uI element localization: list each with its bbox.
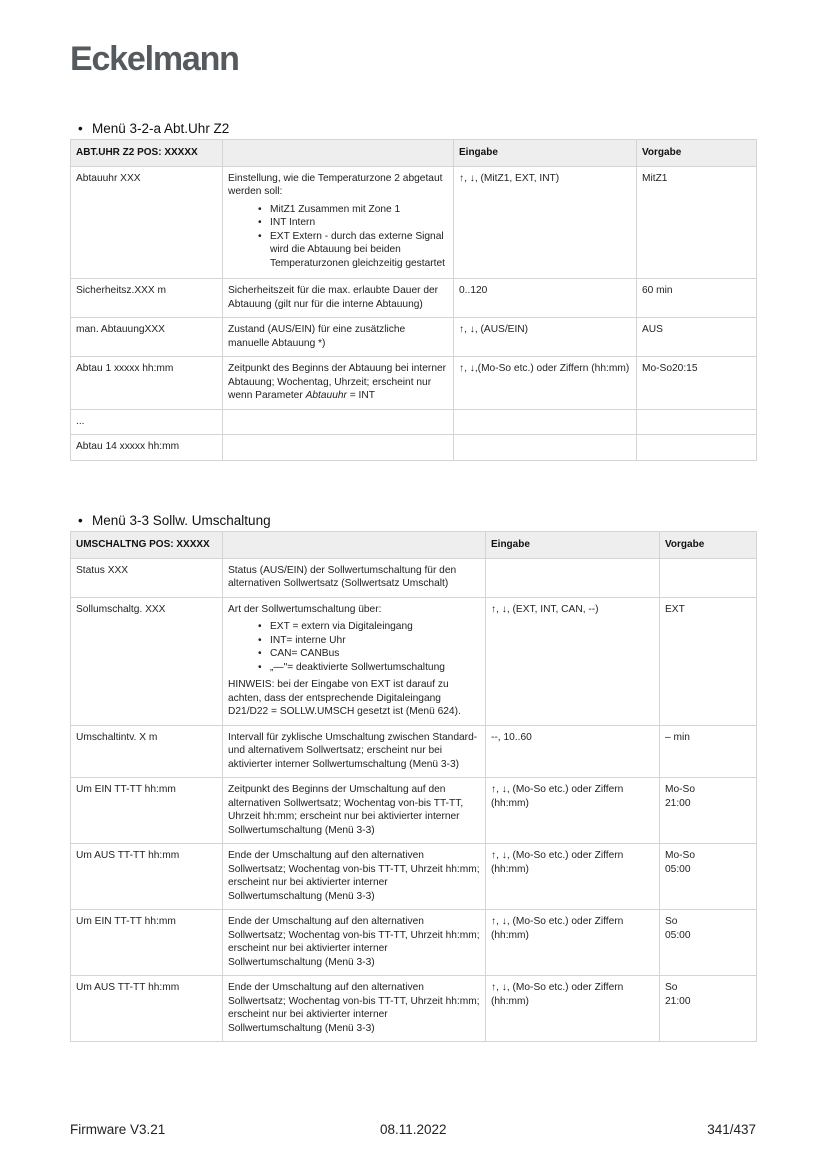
list-item: • EXT Extern - durch das externe Signal wird die Abtauung bei beiden Temperaturzonen gleichzeitig gestartet — [258, 230, 448, 271]
param-description: Zeitpunkt des Beginns der Umschaltung auf den alternativen Sollwertsatz; Wochentag von-bis TT-TT, Uhrzeit hh:mm; erscheint nur bei aktivierter interner Sollwertumschaltung (Menü 3-3) — [223, 778, 486, 844]
section-title-sollw-umschaltung — [78, 513, 271, 528]
param-default: 60 min — [637, 279, 757, 318]
param-name: Um EIN TT-TT hh:mm — [71, 910, 223, 976]
header-cell: UMSCHALTNG POS: XXXXX — [71, 532, 223, 559]
list-item: • INT Intern — [258, 216, 448, 230]
param-description: Ende der Umschaltung auf den alternativen Sollwertsatz; Wochentag von-bis TT-TT, Uhrzeit hh:mm; erscheint nur bei aktivierter interner Sollwertumschaltung (Menü 3-3) — [223, 976, 486, 1042]
param-description: Sicherheitszeit für die max. erlaubte Dauer der Abtauung (gilt nur für die interne Abtauung) — [223, 279, 454, 318]
bullet-icon: • — [78, 121, 83, 136]
param-name: Um AUS TT-TT hh:mm — [71, 976, 223, 1042]
header-cell: Eingabe — [486, 532, 660, 559]
param-description — [223, 597, 486, 725]
param-input — [486, 558, 660, 597]
list-item: • „—"= deaktivierte Sollwertumschaltung — [258, 661, 480, 675]
default-weekday: So — [665, 982, 678, 993]
param-name: Um AUS TT-TT hh:mm — [71, 844, 223, 910]
param-description — [223, 409, 454, 435]
param-name: ... — [71, 409, 223, 435]
param-input: ↑, ↓, (EXT, INT, CAN, --) — [486, 597, 660, 725]
param-description: Status (AUS/EIN) der Sollwertumschaltung für den alternativen Sollwertsatz (Sollwertsatz Umschalt) — [223, 558, 486, 597]
param-default: EXT — [660, 597, 757, 725]
default-weekday: Mo-So — [665, 850, 696, 861]
footer-firmware: Firmware V3.21 — [70, 1122, 166, 1137]
default-weekday: Mo-So — [665, 784, 696, 795]
param-name: Status XXX — [71, 558, 223, 597]
table-row — [71, 166, 757, 279]
param-input: ↑, ↓, (Mo-So etc.) oder Ziffern (hh:mm) — [486, 844, 660, 910]
default-time: 05:00 — [665, 929, 691, 941]
param-default — [637, 409, 757, 435]
default-time: 05:00 — [665, 863, 691, 875]
param-name: Sollumschaltg. XXX — [71, 597, 223, 725]
header-cell — [223, 140, 454, 167]
param-input: ↑, ↓,(Mo-So etc.) oder Ziffern (hh:mm) — [454, 357, 637, 410]
param-input: ↑, ↓, (Mo-So etc.) oder Ziffern (hh:mm) — [486, 976, 660, 1042]
param-default — [637, 435, 757, 461]
table-row — [71, 844, 757, 910]
option-list — [258, 203, 448, 271]
list-item: • EXT = extern via Digitaleingang — [258, 620, 480, 634]
section-title-text: Menü 3-2-a Abt.Uhr Z2 — [92, 121, 230, 136]
header-cell: Vorgabe — [660, 532, 757, 559]
param-default: – min — [660, 725, 757, 778]
param-default: Mo-So20:15 — [637, 357, 757, 410]
table-row — [71, 318, 757, 357]
table-row — [71, 778, 757, 844]
table-row — [71, 409, 757, 435]
param-input: ↑, ↓, (MitZ1, EXT, INT) — [454, 166, 637, 279]
note-text: HINWEIS: bei der Eingabe von EXT ist darauf zu achten, dass der entsprechende Digitaleingang D21/D22 = SOLLW.UMSCH gesetzt ist (Menü 624). — [228, 679, 461, 717]
description-text: = INT — [346, 390, 375, 401]
section-title-abt-uhr — [78, 121, 229, 136]
param-name: Sicherheitsz.XXX m — [71, 279, 223, 318]
table-row — [71, 435, 757, 461]
header-cell — [223, 532, 486, 559]
header-cell: ABT.UHR Z2 POS: XXXXX — [71, 140, 223, 167]
param-name: Umschaltintv. X m — [71, 725, 223, 778]
umschaltung-table — [70, 531, 757, 1042]
option-list — [258, 620, 480, 674]
list-item: • MitZ1 Zusammen mit Zone 1 — [258, 203, 448, 217]
param-description — [223, 435, 454, 461]
table-row — [71, 558, 757, 597]
param-description — [223, 166, 454, 279]
table-row — [71, 279, 757, 318]
description-text: Zeitpunkt des Beginns der Abtauung bei interner Abtauung; Wochentag, Uhrzeit; erscheint nur wenn Parameter — [228, 363, 447, 401]
param-input: --, 10..60 — [486, 725, 660, 778]
table-row — [71, 910, 757, 976]
param-default — [660, 778, 757, 844]
table-row — [71, 597, 757, 725]
param-name: man. AbtauungXXX — [71, 318, 223, 357]
param-input — [454, 435, 637, 461]
default-weekday: So — [665, 916, 678, 927]
param-description: Ende der Umschaltung auf den alternativen Sollwertsatz; Wochentag von-bis TT-TT, Uhrzeit hh:mm; erscheint nur bei aktivierter interner Sollwertumschaltung (Menü 3-3) — [223, 910, 486, 976]
list-item: • INT= interne Uhr — [258, 634, 480, 648]
param-default: MitZ1 — [637, 166, 757, 279]
param-input: ↑, ↓, (Mo-So etc.) oder Ziffern (hh:mm) — [486, 910, 660, 976]
param-description — [223, 357, 454, 410]
header-cell: Eingabe — [454, 140, 637, 167]
param-default — [660, 558, 757, 597]
param-input: ↑, ↓, (Mo-So etc.) oder Ziffern (hh:mm) — [486, 778, 660, 844]
header-cell: Vorgabe — [637, 140, 757, 167]
table-header-row — [71, 532, 757, 559]
param-reference: Abtauuhr — [305, 390, 347, 401]
table-header-row — [71, 140, 757, 167]
param-default: AUS — [637, 318, 757, 357]
param-name: Abtau 14 xxxxx hh:mm — [71, 435, 223, 461]
bullet-icon: • — [78, 513, 83, 528]
section-title-text: Menü 3-3 Sollw. Umschaltung — [92, 513, 271, 528]
param-description: Intervall für zyklische Umschaltung zwischen Standard- und alternativem Sollwertsatz; erscheint nur bei aktivierter interner Sollwertumschaltung (Menü 3-3) — [223, 725, 486, 778]
param-default — [660, 844, 757, 910]
description-text: Einstellung, wie die Temperaturzone 2 abgetaut werden soll: — [228, 172, 443, 197]
table-row — [71, 725, 757, 778]
description-text: Art der Sollwertumschaltung über: — [228, 603, 382, 615]
param-default — [660, 910, 757, 976]
default-time: 21:00 — [665, 995, 691, 1007]
abt-uhr-table — [70, 139, 757, 461]
footer-page-number: 341/437 — [707, 1122, 756, 1137]
brand-logo: Eckelmann — [70, 40, 239, 78]
param-input — [454, 409, 637, 435]
footer-date: 08.11.2022 — [380, 1122, 447, 1137]
table-row — [71, 357, 757, 410]
param-description: Zustand (AUS/EIN) für eine zusätzliche manuelle Abtauung *) — [223, 318, 454, 357]
list-item: • CAN= CANBus — [258, 647, 480, 661]
table-row — [71, 976, 757, 1042]
param-description: Ende der Umschaltung auf den alternativen Sollwertsatz; Wochentag von-bis TT-TT, Uhrzeit hh:mm; erscheint nur bei aktivierter interner Sollwertumschaltung (Menü 3-3) — [223, 844, 486, 910]
param-name: Abtau 1 xxxxx hh:mm — [71, 357, 223, 410]
param-input: ↑, ↓, (AUS/EIN) — [454, 318, 637, 357]
param-input: 0..120 — [454, 279, 637, 318]
param-name: Um EIN TT-TT hh:mm — [71, 778, 223, 844]
default-time: 21:00 — [665, 797, 691, 809]
param-default — [660, 976, 757, 1042]
param-name: Abtauuhr XXX — [71, 166, 223, 279]
